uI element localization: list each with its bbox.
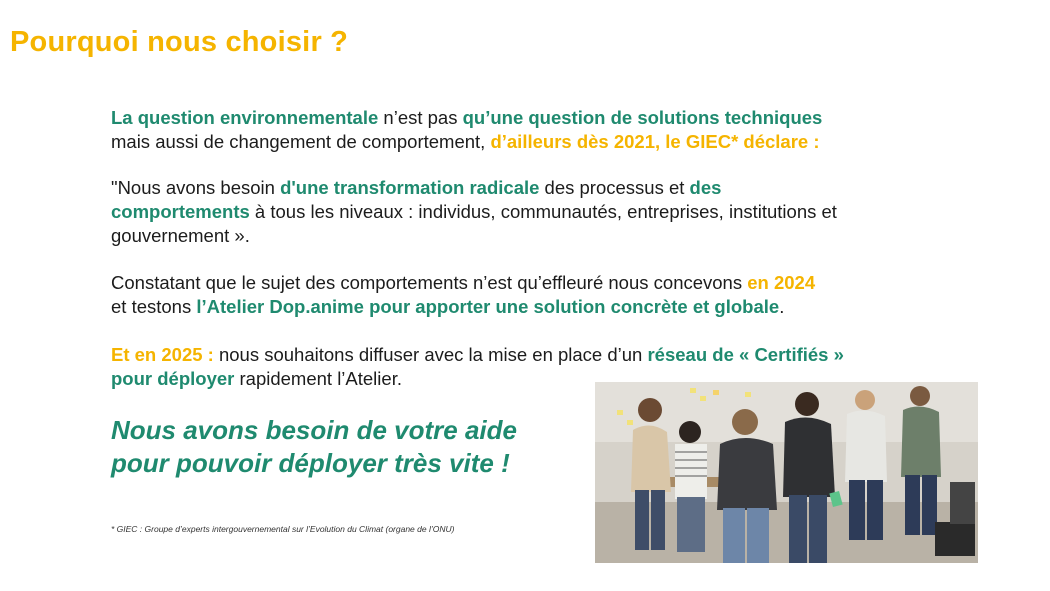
cta-line-1: Nous avons besoin de votre aide (111, 415, 517, 445)
photo-illustration (595, 382, 978, 563)
quote-paragraph (111, 176, 837, 248)
group-workshop-photo (595, 382, 978, 563)
text-segment: à tous les niveaux : individus, communautés, entreprises, institutions et (249, 201, 837, 222)
text-segment: "Nous avons besoin (111, 177, 281, 198)
text-segment: Constatant que le sujet des comportements n’est qu’effleuré nous concevons (111, 272, 748, 293)
highlight-radical-transformation: d'une transformation radicale (280, 177, 540, 198)
highlight-2025: Et en 2025 : (111, 344, 214, 365)
highlight-2024: en 2024 (747, 272, 816, 293)
highlight-des: des (689, 177, 722, 198)
text-segment: nous souhaitons diffuser avec la mise en place d’un (213, 344, 648, 365)
text-segment: n’est pas (378, 107, 463, 128)
highlight-giec-2021: d’ailleurs dès 2021, le GIEC* déclare : (490, 131, 820, 152)
intro-paragraph (111, 106, 822, 154)
footnote: * GIEC : Groupe d’experts intergouvernemental sur l’Evolution du Climat (organe de l’ONU) (111, 524, 455, 534)
text-segment: rapidement l’Atelier. (234, 368, 402, 389)
highlight-technical-solutions: qu’une question de solutions techniques (462, 107, 823, 128)
highlight-certified-network: réseau de « Certifiés » (647, 344, 844, 365)
text-segment: gouvernement ». (111, 225, 250, 246)
text-segment: . (779, 296, 785, 317)
page-title: Pourquoi nous choisir ? (10, 26, 349, 58)
highlight-environmental-question: La question environnementale (111, 107, 379, 128)
highlight-deploy: pour déployer (111, 368, 235, 389)
highlight-atelier-dop-anime: l’Atelier Dop.anime pour apporter une solution concrète et globale (196, 296, 780, 317)
call-to-action (111, 414, 517, 480)
text-segment: mais aussi de changement de comportement, (111, 131, 491, 152)
text-segment: des processus et (539, 177, 690, 198)
cta-line-2: pour pouvoir déployer très vite ! (111, 448, 510, 478)
atelier-paragraph (111, 271, 815, 319)
text-segment: et testons (111, 296, 197, 317)
highlight-behaviours: comportements (111, 201, 250, 222)
